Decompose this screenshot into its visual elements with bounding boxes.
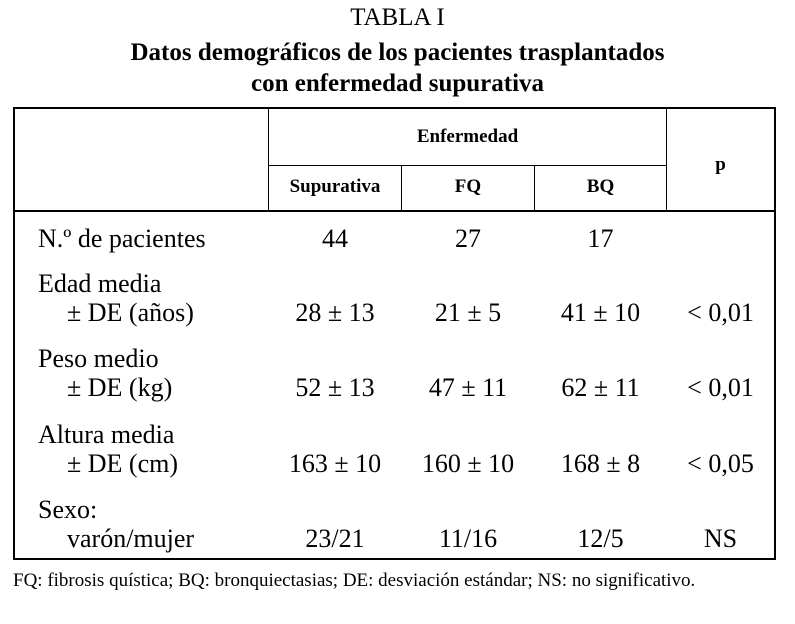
row-label: Peso medio [38,344,159,373]
cell-fq: 27 [455,224,481,253]
column-header-fq: FQ [454,176,482,197]
row-sublabel: ± DE (años) [67,298,194,327]
row-sublabel: ± DE (kg) [67,373,173,402]
column-header-bq: BQ [586,176,615,197]
cell-supurativa: 163 ± 10 [288,449,382,478]
cell-bq: 12/5 [577,524,624,553]
demographics-table [13,107,776,560]
table-title-line-2: con enfermedad supurativa [250,70,545,97]
cell-bq: 62 ± 11 [561,373,640,402]
cell-supurativa: 52 ± 13 [295,373,375,402]
group-header-rule [268,165,666,166]
cell-supurativa: 23/21 [305,524,365,553]
cell-supurativa: 28 ± 13 [295,298,375,327]
cell-fq: 47 ± 11 [428,373,508,402]
group-header-enfermedad: Enfermedad [416,126,519,147]
cell-p: < 0,05 [687,449,754,478]
row-label: N.º de pacientes [38,224,206,253]
table-footnote: FQ: fibrosis quística; BQ: bronquiectasias; DE: desviación estándar; NS: no significativo. [13,570,696,591]
table-title-line-1: Datos demográficos de los pacientes trasplantados [130,39,665,66]
header-bottom-rule [15,210,774,212]
row-label: Edad media [38,269,162,298]
row-sublabel: varón/mujer [67,524,195,553]
cell-fq: 21 ± 5 [434,298,502,327]
cell-bq: 168 ± 8 [560,449,641,478]
row-label: Altura media [38,420,175,449]
cell-fq: 11/16 [438,524,498,553]
cell-bq: 17 [587,224,614,253]
row-label: Sexo: [38,495,98,524]
cell-bq: 41 ± 10 [560,298,641,327]
cell-supurativa: 44 [322,224,348,253]
table-number: TABLA I [350,4,445,31]
column-header-p: p [715,154,726,175]
cell-p: < 0,01 [687,373,754,402]
cell-p: NS [703,524,738,553]
cell-fq: 160 ± 10 [421,449,515,478]
cell-p: < 0,01 [687,298,754,327]
row-sublabel: ± DE (cm) [67,449,179,478]
column-header-supurativa: Supurativa [289,176,381,197]
